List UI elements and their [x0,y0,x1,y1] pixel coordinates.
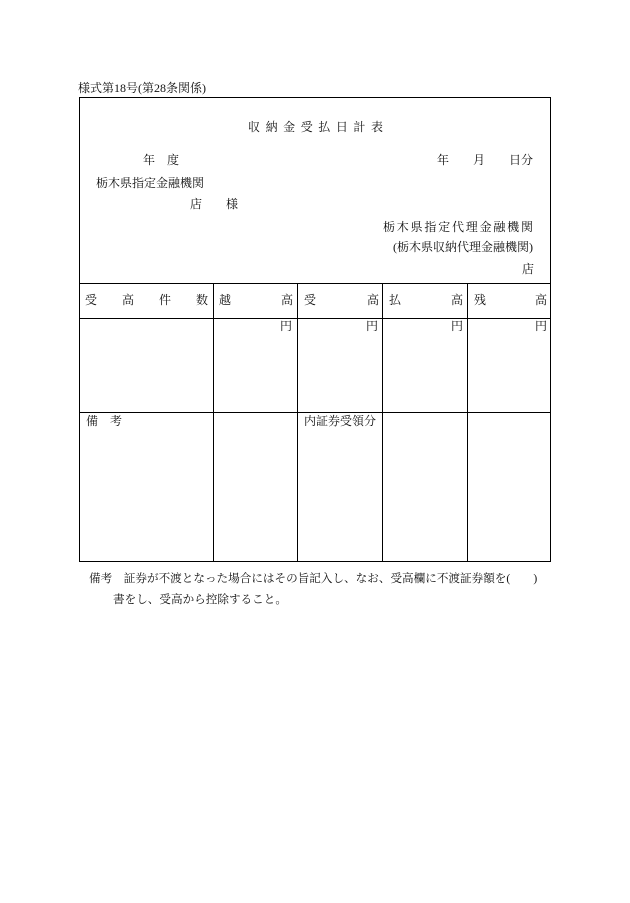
spread-char: 納 [265,120,278,134]
spread-char: 高 [121,293,134,307]
spread-char: 定 [438,220,451,234]
fiscal-year-field: 年 度 [143,153,180,167]
spread-char: 高 [450,293,463,307]
spread-char: 指 [424,220,437,234]
agent-branch: 店 [522,262,535,276]
spread-char: 払 [318,120,331,134]
spread-char: 高 [534,293,547,307]
currency-unit: 円 [365,319,378,333]
spread-char: 金 [283,120,296,134]
currency-unit: 円 [279,319,292,333]
column-header-balance [474,293,547,307]
footnote-line-2: 書をし、受高から控除すること。 [113,593,287,606]
remarks-label: 備 考 [86,414,123,428]
column-header-count [85,293,208,307]
spread-char: 高 [366,293,379,307]
spread-char: 件 [158,293,171,307]
spread-char: 代 [451,220,464,234]
spread-char: 数 [195,293,208,307]
spread-char: 栃 [383,220,396,234]
spread-char: 木 [396,220,409,234]
report-date-field: 年 月 日分 [436,153,533,167]
form-title [248,120,383,134]
footnote-line-1: 備考 証券が不渡となった場合にはその旨記入し、なお、受高欄に不渡証券額を( ) [89,572,538,585]
spread-char: 残 [474,293,487,307]
spread-char: 高 [280,293,293,307]
spread-char: 金 [479,220,492,234]
recipient-bank: 栃木県指定金融機関 [96,176,205,190]
currency-unit: 円 [534,319,547,333]
spread-char: 越 [219,293,232,307]
agent-bank-alt: (栃木県収納代理金融機関) [393,240,533,254]
spread-char: 理 [465,220,478,234]
spread-char: 払 [389,293,402,307]
column-header-carryover [219,293,293,307]
spread-char: 関 [520,220,533,234]
spread-char: 融 [493,220,506,234]
securities-received-label: 内証券受領分 [304,414,377,428]
spread-char: 受 [300,120,313,134]
currency-unit: 円 [450,319,463,333]
spread-char: 収 [248,120,261,134]
table-top-rule [79,283,551,284]
form-number: 様式第18号(第28条関係) [78,81,206,95]
spread-char: 計 [353,120,366,134]
column-header-receipts [304,293,379,307]
agent-bank [383,220,533,234]
spread-char: 表 [370,120,383,134]
amount-row-bottom-rule [79,412,551,413]
spread-char: 県 [410,220,423,234]
spread-char: 日 [335,120,348,134]
spread-char: 受 [85,293,98,307]
spread-char: 機 [507,220,520,234]
column-header-payments [389,293,463,307]
spread-char: 受 [304,293,317,307]
recipient-branch: 店 様 [190,197,239,211]
